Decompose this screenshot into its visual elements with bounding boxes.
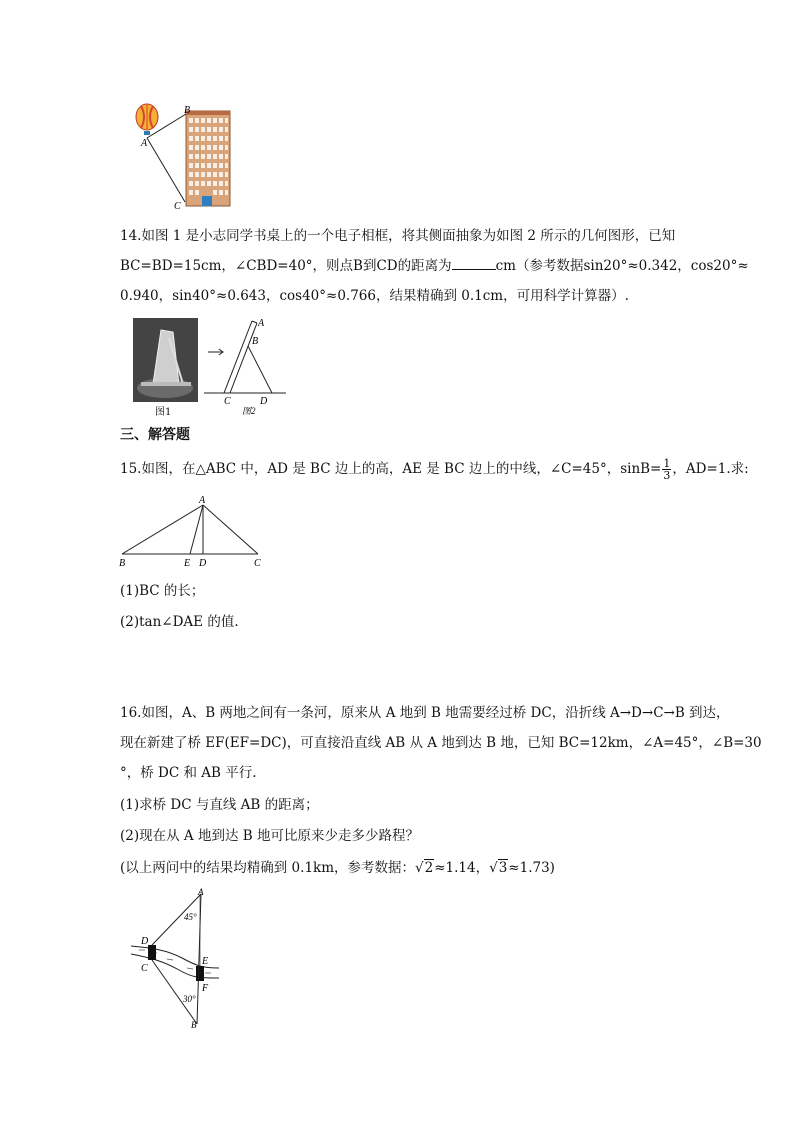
building-icon xyxy=(186,111,230,206)
q16-label-f: F xyxy=(202,983,209,994)
q15-label-a: A xyxy=(199,495,206,506)
q16-sub1: (1)求桥 DC 与直线 AB 的距离； xyxy=(120,797,319,813)
q15-sub2: (2)tan∠DAE 的值. xyxy=(120,614,239,630)
q14-label-c: C xyxy=(224,396,231,407)
q14-label-b: B xyxy=(252,336,259,347)
q16-note-start: (以上两问中的结果均精确到 0.1km，参考数据： xyxy=(120,860,416,876)
q15-label-c: C xyxy=(254,558,261,569)
q16-note xyxy=(120,858,555,878)
sqrt-2-radicand: 2 xyxy=(424,860,434,876)
q14-line3: 0.940，sin40°≈0.643，cos40°≈0.766，结果精确到 0.1cm，可用科学计算器）. xyxy=(120,288,629,304)
q14-line2-end: cm（参考数据sin20°≈0.342，cos20°≈ xyxy=(495,258,749,274)
q16-label-a: A xyxy=(198,888,204,897)
q16-line1: 16.如图，A、B 两地之间有一条河，原来从 A 地到 B 地需要经过桥 DC，沿折线 A→D→C→B 到达， xyxy=(120,705,730,721)
q15-label-d: D xyxy=(199,558,207,569)
q14-diagram xyxy=(200,316,290,416)
q13-figure xyxy=(128,100,238,212)
q15-label-b: B xyxy=(119,558,126,569)
q14-label-d: D xyxy=(260,396,268,407)
q16-note-end: ≈1.73) xyxy=(508,860,555,876)
q15-line1-end: ，AD=1.求: xyxy=(672,461,749,477)
q14-fig2-caption: 图2 xyxy=(242,406,256,416)
q15-frac-num: 1 xyxy=(663,457,671,470)
q16-label-e: E xyxy=(202,956,209,967)
q13-label-a: A xyxy=(141,138,148,149)
balloon-icon xyxy=(136,104,158,135)
q15-triangle xyxy=(115,494,270,570)
q16-line2: 现在新建了桥 EF(EF=DC)，可直接沿直线 AB 从 A 地到达 B 地，已知 BC=12km，∠A=45°，∠B=30 xyxy=(120,735,762,751)
q16-angle-a: 45° xyxy=(184,912,197,922)
q16-river-diagram xyxy=(127,888,227,1030)
q15-fraction xyxy=(662,458,671,481)
bridge-dc xyxy=(148,945,156,960)
q14-line2-start: BC=BD=15cm，∠CBD=40°，则点B到CD的距离为 xyxy=(120,258,452,274)
q14-label-a: A xyxy=(258,318,265,329)
bridge-ef xyxy=(196,966,204,981)
q16-line3: °，桥 DC 和 AB 平行. xyxy=(120,765,257,781)
q15-label-e: E xyxy=(184,558,191,569)
q13-label-b: B xyxy=(184,105,191,116)
q15-line1-start: 15.如图，在△ABC 中，AD 是 BC 边上的高，AE 是 BC 边上的中线，∠C=45°，sinB= xyxy=(120,461,662,477)
q16-sub2: (2)现在从 A 地到达 B 地可比原来少走多少路程？ xyxy=(120,828,419,844)
q16-angle-b: 30° xyxy=(183,994,196,1004)
q16-label-d: D xyxy=(141,936,149,947)
q16-note-mid: ≈1.14， xyxy=(434,860,490,876)
q16-label-c: C xyxy=(141,963,148,974)
sqrt-3: √3 xyxy=(489,860,508,876)
q13-label-c: C xyxy=(174,201,181,212)
q15-frac-den: 3 xyxy=(663,469,671,482)
q16-label-b: B xyxy=(191,1020,197,1030)
photo-frame-icon xyxy=(133,318,198,402)
q14-photo xyxy=(133,318,198,402)
q15-sub1: (1)BC 的长； xyxy=(120,583,205,599)
q15-line1 xyxy=(120,458,749,481)
q14-fig1-caption: 图1 xyxy=(155,407,172,418)
q14-line1: 14.如图 1 是小志同学书桌上的一个电子相框，将其侧面抽象为如图 2 所示的几何图形，已知 xyxy=(120,228,676,244)
section-title: 三、解答题 xyxy=(120,427,190,443)
q14-answer-blank xyxy=(452,257,496,270)
q14-line2 xyxy=(120,256,749,276)
sqrt-3-radicand: 3 xyxy=(498,860,508,876)
sqrt-2: √2 xyxy=(415,860,434,876)
